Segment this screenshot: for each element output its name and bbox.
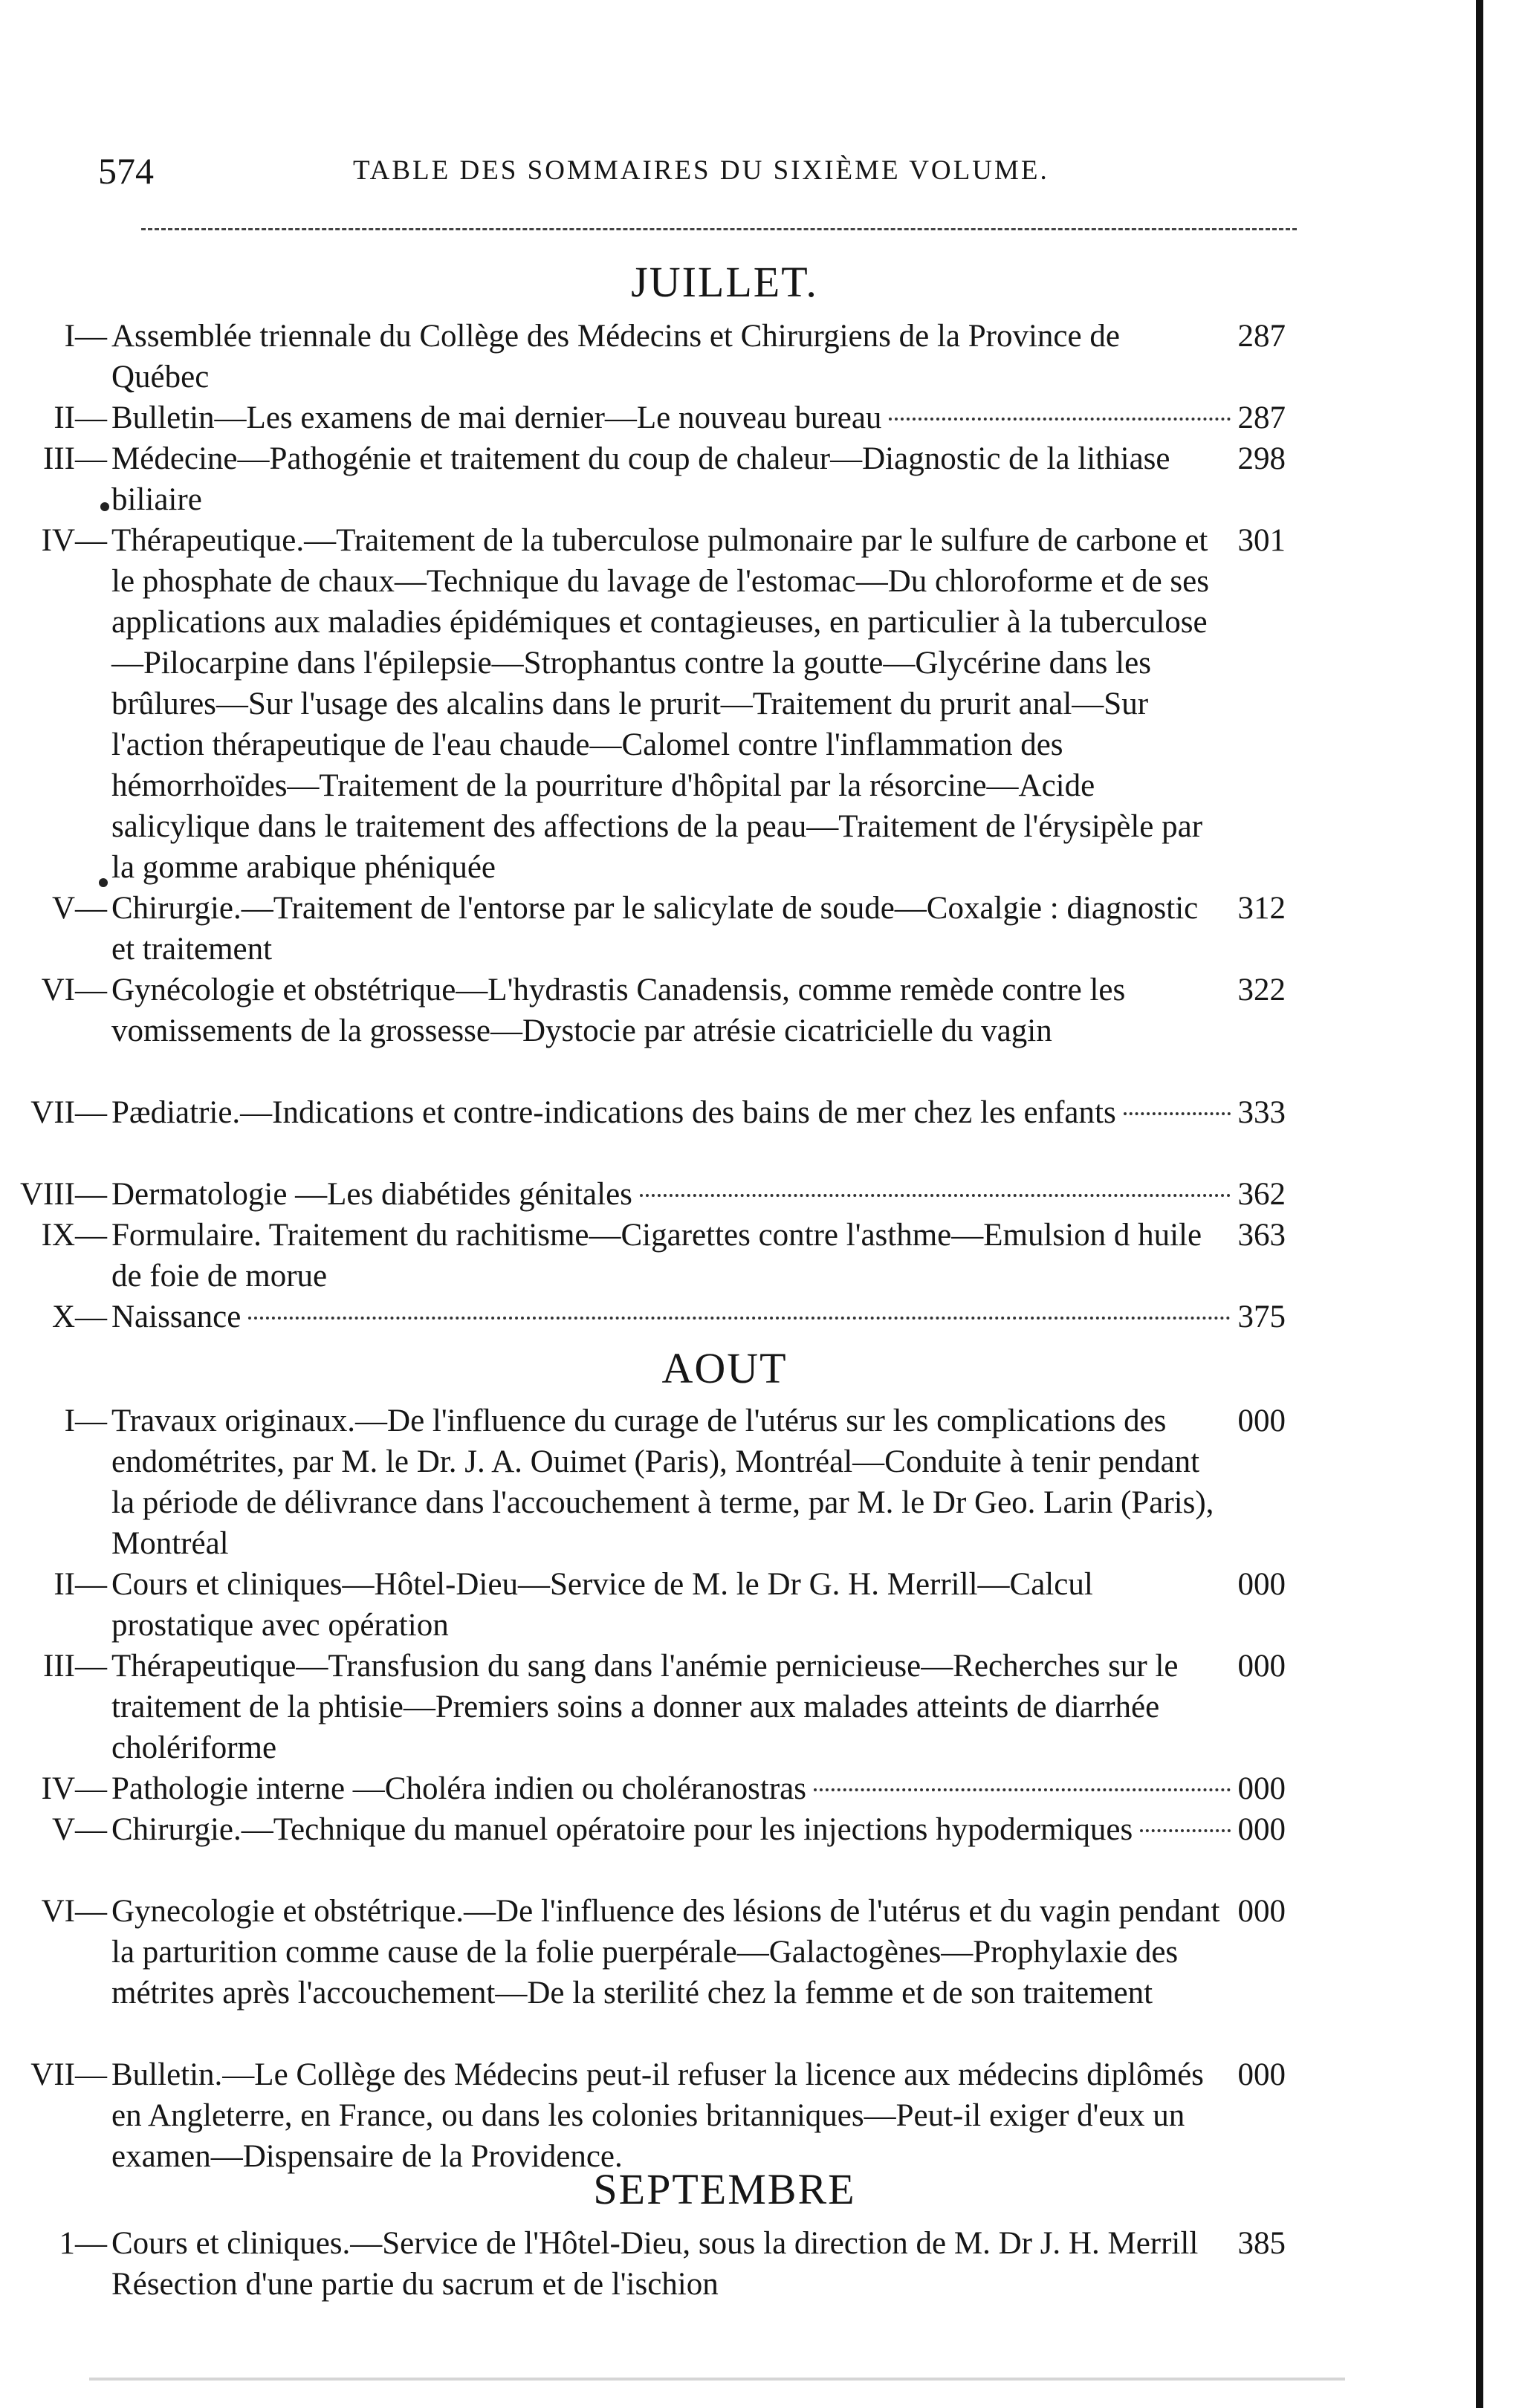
entry-page: 000 [1237,1812,1286,1847]
entry-page: 333 [1237,1095,1286,1130]
entry-number: VI— [41,1894,107,1929]
entry-number: III— [43,441,107,476]
entry-number: II— [54,400,107,435]
entry-number: 1— [59,2226,107,2261]
entry-text: Cours et cliniques.—Service de l'Hôtel-Dieu, sous la direction de M. Dr J. H. Merrill Résection d'une partie du sacrum et de l'ischion [111,2226,1199,2302]
page-header [0,149,1323,193]
section-heading-septembre: SEPTEMBRE [593,2165,856,2213]
entry-text: Gynécologie et obstétrique—L'hydrastis Canadensis, comme remède contre les vomissements de la grossesse—Dystocie par atrésie cicatricielle du vagin [111,973,1126,1048]
entry-page: 000 [1237,1894,1286,1929]
entry-number: I— [64,1403,107,1438]
entry-text: Thérapeutique—Transfusion du sang dans l'anémie pernicieuse—Recherches sur le traitement de la phtisie—Premiers soins a donner aux malades atteints de diarrhée cholériforme [111,1649,1179,1765]
toc-entry [41,1768,1286,1809]
section-heading-aout: AOUT [661,1344,788,1392]
entry-page: 298 [1237,441,1286,476]
toc-entry [41,520,1286,888]
entry-text: Naissance [111,1299,242,1334]
entry-page: 287 [1237,319,1286,354]
entry-text: Assemblée triennale du Collège des Médecins et Chirurgiens de la Province de Québec [111,319,1120,395]
entry-number: II— [54,1567,107,1602]
entry-page: 000 [1237,1567,1286,1602]
entry-page: 000 [1237,1771,1286,1806]
toc-entry [41,1891,1286,2013]
entry-number: VII— [30,2057,107,2092]
entry-page: 301 [1237,523,1286,558]
entry-text: Pathologie interne —Choléra indien ou choléranostras [111,1771,806,1806]
entry-text: Chirurgie.—Technique du manuel opératoire pour les injections hypodermiques [111,1812,1133,1847]
entry-number: VII— [30,1095,107,1130]
toc-entry [59,2223,1286,2305]
header-rule [141,228,1297,230]
entry-page: 000 [1237,1649,1286,1684]
entry-number: VI— [41,973,107,1007]
entry-text: Bulletin—Les examens de mai dernier—Le nouveau bureau [111,400,882,435]
entry-text: Formulaire. Traitement du rachitisme—Cigarettes contre l'asthme—Emulsion d huile de foie de morue [111,1218,1202,1294]
entry-number: I— [64,319,107,354]
toc-entry [43,1646,1286,1768]
entry-number: V— [51,1812,107,1847]
entry-number: IX— [41,1218,107,1253]
entry-page: 000 [1237,2057,1286,2092]
toc-entry [41,1215,1286,1297]
entry-text: Thérapeutique.—Traitement de la tuberculose pulmonaire par le sulfure de carbone et le phosphate de chaux—Technique du lavage de l'estomac—Du chloroforme et de ses applications aux maladies épidémiques et contagieuses, en particulier à la tuberculose—Pilocarpine dans l'épilepsie—Strophantus contre la goutte—Glycérine dans les brûlures—Sur l'usage des alcalins dans le prurit—Traitement du prurit anal—Sur l'action thérapeutique de l'eau chaude—Calomel contre l'inflammation des hémorrhoïdes—Traitement de la pourriture d'hôpital par la résorcine—Acide salicylique dans le traitement des affections de la peau—Traitement de l'érysipèle par la gomme arabique phéniquée [111,523,1209,885]
entry-number: IV— [41,523,107,558]
entry-page: 375 [1237,1299,1286,1334]
entry-number: III— [43,1649,107,1684]
entry-number: V— [51,891,107,926]
entry-page: 312 [1237,891,1286,926]
toc-entry [30,2054,1286,2177]
entry-page: 385 [1237,2226,1286,2261]
running-head-title: TABLE DES SOMMAIRES DU SIXIÈME VOLUME. [353,155,1049,186]
entry-page: 363 [1237,1218,1286,1253]
entry-text: Pædiatrie.—Indications et contre-indications des bains de mer chez les enfants [111,1095,1116,1130]
entry-page: 287 [1237,400,1286,435]
section-heading-juillet: JUILLET. [631,258,818,306]
toc-entry [54,397,1286,438]
entry-text: Médecine—Pathogénie et traitement du coup de chaleur—Diagnostic de la lithiase biliaire [111,441,1170,517]
entry-text: Gynecologie et obstétrique.—De l'influence des lésions de l'utérus et du vagin pendant la parturition comme cause de la folie puerpérale—Galactogènes—Prophylaxie des métrites après l'accouchement—De la sterilité chez la femme et de son traitement [111,1894,1220,2011]
entry-number: VIII— [19,1177,107,1212]
entry-text: Bulletin.—Le Collège des Médecins peut-il refuser la licence aux médecins diplômés en Angleterre, en France, ou dans les colonies britanniques—Peut-il exiger d'eux un examen—Dispensaire de la Providence. [111,2057,1204,2174]
entry-page: 362 [1237,1177,1286,1212]
toc-entry [43,438,1286,520]
toc-entry [51,888,1286,970]
bottom-scan-smudge [89,2378,1345,2381]
toc-entry [41,970,1286,1051]
entry-text: Travaux originaux.—De l'influence du curage de l'utérus sur les complications des endométrites, par M. le Dr. J. A. Ouimet (Paris), Montréal—Conduite à tenir pendant la période de délivrance dans l'accouchement à terme, par M. le Dr Geo. Larin (Paris), Montréal [111,1403,1214,1561]
toc-entry [19,1174,1286,1215]
toc-entry [51,1809,1286,1850]
entry-number: X— [51,1299,107,1334]
entry-page: 322 [1237,973,1286,1007]
entry-text: Dermatologie —Les diabétides génitales [111,1177,632,1212]
toc-entry [64,1401,1286,1564]
ink-speck [100,502,109,511]
toc-entry [54,1564,1286,1646]
toc-entry [64,316,1286,397]
entry-text: Chirurgie.—Traitement de l'entorse par le salicylate de soude—Coxalgie : diagnostic et traitement [111,891,1199,967]
ink-speck [99,878,108,887]
toc-entry [51,1297,1286,1337]
entry-page: 000 [1237,1403,1286,1438]
toc-entry [30,1092,1286,1133]
entry-text: Cours et cliniques—Hôtel-Dieu—Service de M. le Dr G. H. Merrill—Calcul prostatique avec opération [111,1567,1093,1643]
entry-number: IV— [41,1771,107,1806]
page-number: 574 [98,150,154,192]
